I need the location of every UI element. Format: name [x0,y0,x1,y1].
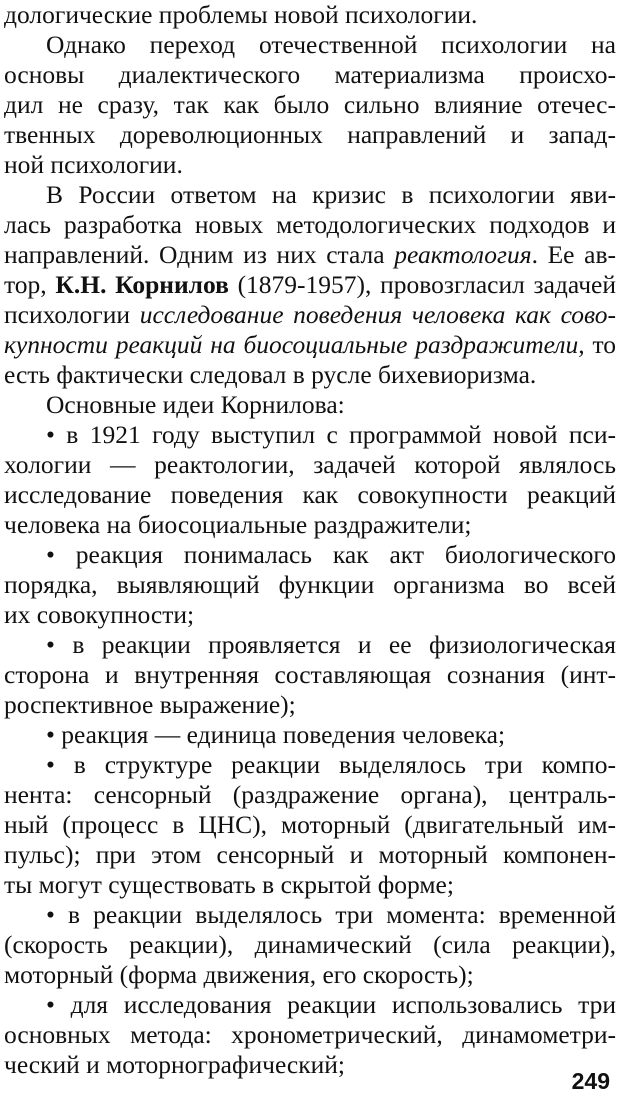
text-line: нента: сенсорный (раздражение органа), централь- [4,780,616,809]
text-line: (скорость реакции), динамический (сила реакции), [4,930,616,959]
text-line [4,300,616,330]
emphasis-text: купности реакций на биосоциальные раздражители, [4,330,585,359]
text-line [4,330,616,360]
text-line: есть фактически следовал в русле бихевиоризма. [4,360,537,389]
text-line: роспективное выражение); [4,690,296,719]
text-line [4,270,616,300]
bullet-line: • в 1921 году выступил с программой новой пси- [46,420,616,449]
bullet-line: • реакция понималась как акт биологического [46,540,616,569]
text-line: ческий и моторнографический; [4,1050,345,1079]
text-run: психологии [4,300,140,329]
bullet-line: • в реакции выделялось три момента: временной [46,900,616,929]
text-line: В России ответом на кризис в психологии яви- [46,180,616,209]
text-line: основы диалектического материализма происхо- [4,60,616,89]
text-line: ты могут существовать в скрытой форме; [4,870,454,899]
text-line: ный (процесс в ЦНС), моторный (двигательный им- [4,810,616,839]
text-run: . Ее ав- [531,240,616,269]
text-line: пульс); при этом сенсорный и моторный компонен- [4,840,616,869]
text-line: дил не сразу, так как было сильно влияние отечес- [4,90,616,119]
bullet-line: • в структуре реакции выделялось три компо- [46,750,616,779]
text-line: моторный (форма движения, его скорость); [4,960,474,989]
bullet-line: • для исследования реакции использовались три [46,990,616,1019]
page-number: 249 [571,1068,610,1094]
text-line: их совокупности; [4,600,195,629]
text-line: Основные идеи Корнилова: [46,390,345,419]
text-run: то [584,330,616,359]
text-line: твенных дореволюционных направлений и запад- [4,120,616,149]
term-reactology: реактология [394,240,532,269]
text-line: человека на биосоциальные раздражители; [4,510,472,539]
emphasis-text: исследование поведения человека как сово- [139,300,616,329]
text-line: исследование поведения как совокупности реакций [4,480,616,509]
text-line: порядка, выявляющий функции организма во всей [4,570,616,599]
text-line: основных метода: хронометрический, динамометри- [4,1020,616,1049]
text-line [4,240,616,270]
author-name: К.Н. Корнилов [55,270,229,299]
text-run: тор, [4,270,56,299]
text-line: дологические проблемы новой психологии. [4,0,478,29]
bullet-line: • в реакции проявляется и ее физиологическая [46,630,616,659]
text-line: хологии — реактологии, задачей которой являлось [4,450,616,479]
text-line: лась разработка новых методологических подходов и [4,210,616,239]
text-line: Однако переход отечественной психологии на [46,30,616,59]
bullet-line: • реакция — единица поведения человека; [46,720,506,749]
text-run: (1879-1957), провозгласил задачей [228,270,616,299]
text-line: сторона и внутренняя составляющая сознания (инт- [4,660,616,689]
text-line: ной психологии. [4,150,183,179]
text-run: направлений. Одним из них стала [4,240,395,269]
